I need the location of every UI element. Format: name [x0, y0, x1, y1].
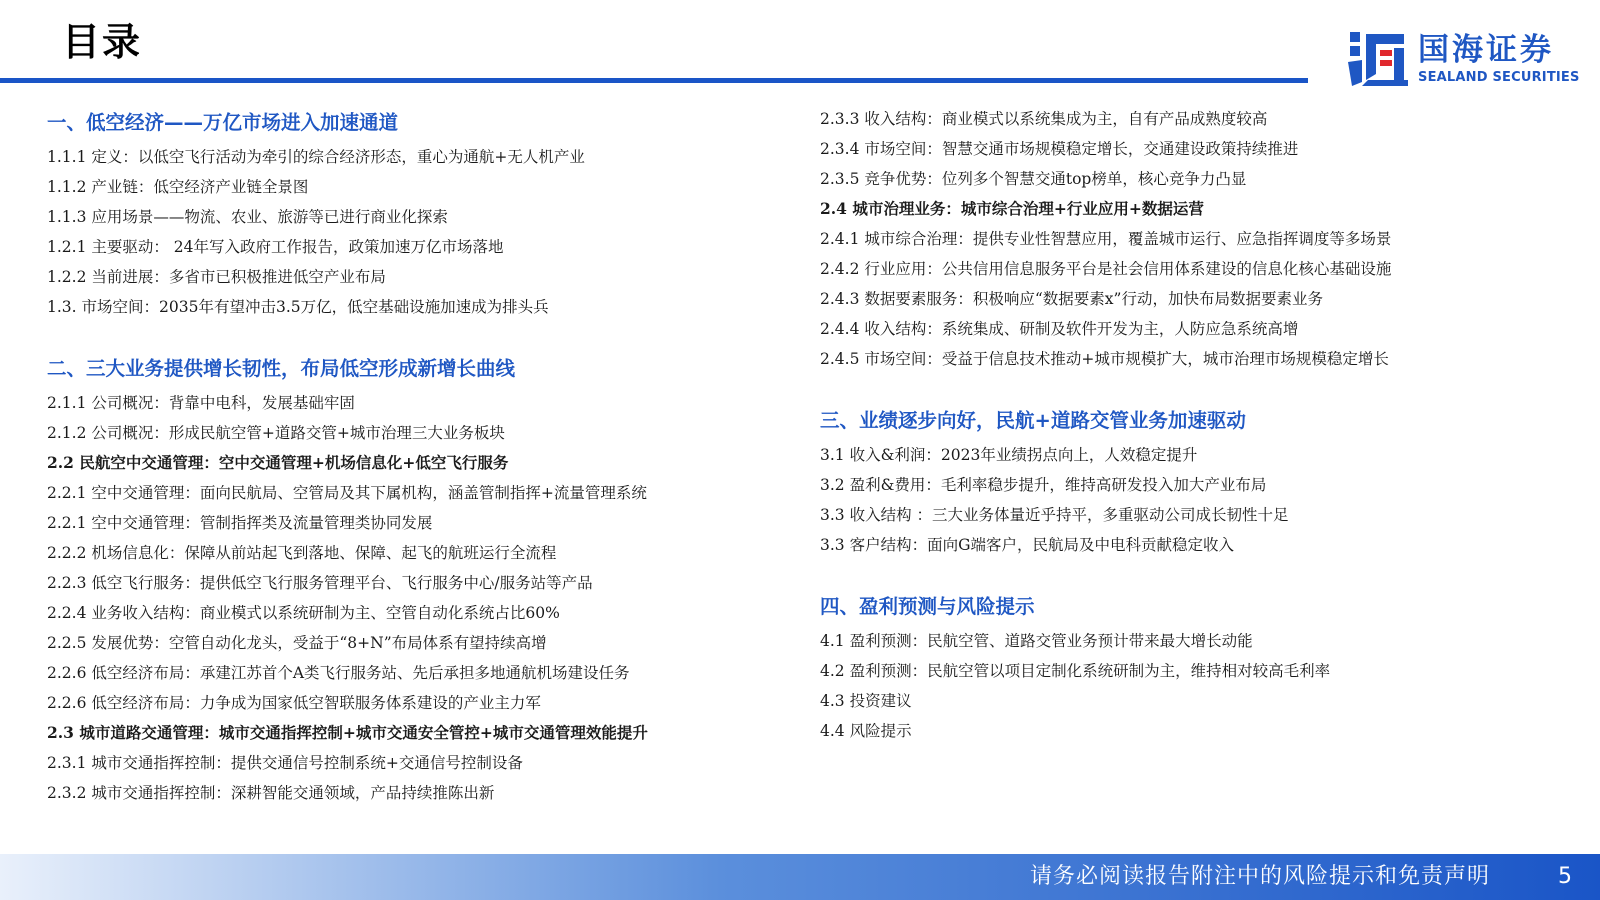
- toc-item[interactable]: 2.4.2 行业应用：公共信用信息服务平台是社会信用体系建设的信息化核心基础设施: [820, 260, 1392, 278]
- section-heading[interactable]: 一、低空经济——万亿市场进入加速通道: [47, 111, 399, 134]
- logo-english-name: SEALAND SECURITIES: [1418, 70, 1580, 85]
- header-divider: [0, 78, 1308, 83]
- toc-item[interactable]: 2.2.6 低空经济布局：力争成为国家低空智联服务体系建设的产业主力军: [47, 694, 541, 712]
- toc-item[interactable]: 4.1 盈利预测：民航空管、道路交管业务预计带来最大增长动能: [820, 632, 1253, 650]
- toc-item[interactable]: 4.4 风险提示: [820, 722, 912, 740]
- toc-item[interactable]: 2.2.5 发展优势：空管自动化龙头，受益于“8+N”布局体系有望持续高增: [47, 634, 547, 652]
- toc-item[interactable]: 1.3. 市场空间：2035年有望冲击3.5万亿，低空基础设施加速成为排头兵: [47, 298, 549, 316]
- toc-subsection-heading[interactable]: 2.2 民航空中交通管理：空中交通管理+机场信息化+低空飞行服务: [47, 453, 509, 472]
- toc-item[interactable]: 2.2.6 低空经济布局：承建江苏首个A类飞行服务站、先后承担多地通航机场建设任务: [47, 664, 630, 682]
- page-title: 目录: [62, 20, 143, 64]
- toc-item[interactable]: 2.2.1 空中交通管理：面向民航局、空管局及其下属机构，涵盖管制指挥+流量管理系统: [47, 484, 647, 502]
- toc-item[interactable]: 3.2 盈利&费用：毛利率稳步提升，维持高研发投入加大产业布局: [820, 476, 1267, 494]
- section-heading[interactable]: 三、业绩逐步向好，民航+道路交管业务加速驱动: [820, 409, 1246, 432]
- spacer: [47, 322, 787, 350]
- logo-chinese-name: 国海证券: [1418, 32, 1554, 68]
- toc-subsection-heading[interactable]: 2.3 城市道路交通管理：城市交通指挥控制+城市交通安全管控+城市交通管理效能提升: [47, 723, 648, 742]
- sealand-logo-icon: [1346, 30, 1410, 88]
- toc-item[interactable]: 2.4.5 市场空间：受益于信息技术推动+城市规模扩大，城市治理市场规模稳定增长: [820, 350, 1389, 368]
- toc-item[interactable]: 3.1 收入&利润：2023年业绩拐点向上，人效稳定提升: [820, 446, 1198, 464]
- toc-item[interactable]: 4.2 盈利预测：民航空管以项目定制化系统研制为主，维持相对较高毛利率: [820, 662, 1331, 680]
- company-logo: [1346, 30, 1580, 90]
- toc-item[interactable]: 2.3.2 城市交通指挥控制：深耕智能交通领域，产品持续推陈出新: [47, 784, 495, 802]
- toc-item[interactable]: 1.1.2 产业链：低空经济产业链全景图: [47, 178, 309, 196]
- toc-item[interactable]: 1.1.1 定义：以低空飞行活动为牵引的综合经济形态，重心为通航+无人机产业: [47, 148, 585, 166]
- footer-bar: [0, 854, 1600, 900]
- spacer: [820, 560, 1580, 588]
- toc-left-column: [47, 104, 787, 808]
- toc-item[interactable]: 2.4.1 城市综合治理：提供专业性智慧应用，覆盖城市运行、应急指挥调度等多场景: [820, 230, 1392, 248]
- toc-item[interactable]: 2.2.2 机场信息化：保障从前站起飞到落地、保障、起飞的航班运行全流程: [47, 544, 557, 562]
- spacer: [820, 374, 1580, 402]
- section-heading[interactable]: 四、盈利预测与风险提示: [820, 595, 1035, 618]
- toc-right-column: [820, 104, 1580, 746]
- toc-item[interactable]: 2.3.1 城市交通指挥控制：提供交通信号控制系统+交通信号控制设备: [47, 754, 523, 772]
- toc-item[interactable]: 2.2.4 业务收入结构：商业模式以系统研制为主、空管自动化系统占比60%: [47, 604, 560, 622]
- toc-item[interactable]: 2.3.4 市场空间：智慧交通市场规模稳定增长，交通建设政策持续推进: [820, 140, 1299, 158]
- toc-item[interactable]: 2.3.5 竞争优势：位列多个智慧交通top榜单，核心竞争力凸显: [820, 170, 1247, 188]
- toc-item[interactable]: 3.3 客户结构：面向G端客户，民航局及中电科贡献稳定收入: [820, 536, 1234, 554]
- toc-item[interactable]: 2.3.3 收入结构：商业模式以系统集成为主，自有产品成熟度较高: [820, 110, 1268, 128]
- footer-disclaimer: 请务必阅读报告附注中的风险提示和免责声明: [1029, 864, 1490, 889]
- toc-item[interactable]: 2.4.4 收入结构：系统集成、研制及软件开发为主，人防应急系统高增: [820, 320, 1299, 338]
- toc-item[interactable]: 2.1.2 公司概况：形成民航空管+道路交管+城市治理三大业务板块: [47, 424, 505, 442]
- toc-item[interactable]: 2.4.3 数据要素服务：积极响应“数据要素x”行动，加快布局数据要素业务: [820, 290, 1323, 308]
- toc-item[interactable]: 2.2.1 空中交通管理：管制指挥类及流量管理类协同发展: [47, 514, 433, 532]
- toc-item[interactable]: 1.1.3 应用场景——物流、农业、旅游等已进行商业化探索: [47, 208, 448, 226]
- page-number: 5: [1558, 864, 1572, 889]
- toc-subsection-heading[interactable]: 2.4 城市治理业务：城市综合治理+行业应用+数据运营: [820, 199, 1204, 218]
- toc-item[interactable]: 1.2.2 当前进展：多省市已积极推进低空产业布局: [47, 268, 386, 286]
- toc-item[interactable]: 3.3 收入结构 ：三大业务体量近乎持平，多重驱动公司成长韧性十足: [820, 506, 1289, 524]
- toc-item[interactable]: 2.1.1 公司概况：背靠中电科，发展基础牢固: [47, 394, 355, 412]
- section-heading[interactable]: 二、三大业务提供增长韧性，布局低空形成新增长曲线: [47, 357, 516, 380]
- toc-item[interactable]: 4.3 投资建议: [820, 692, 912, 710]
- toc-item[interactable]: 2.2.3 低空飞行服务：提供低空飞行服务管理平台、飞行服务中心/服务站等产品: [47, 574, 593, 592]
- toc-item[interactable]: 1.2.1 主要驱动： 24年写入政府工作报告，政策加速万亿市场落地: [47, 238, 504, 256]
